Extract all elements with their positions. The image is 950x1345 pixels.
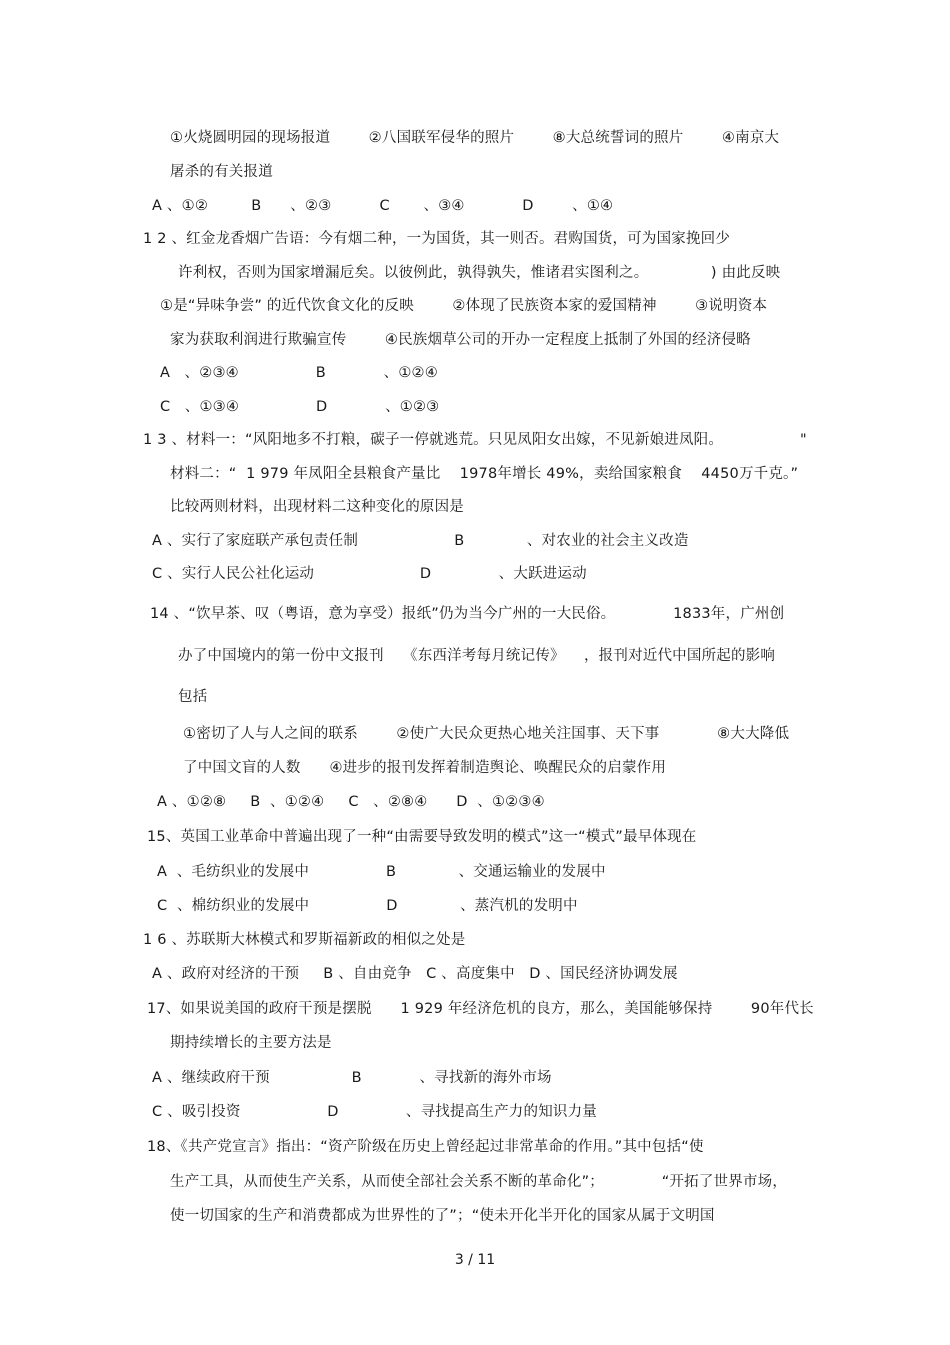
text-line: 了中国文盲的人数 ④进步的报刊发挥着制造舆论、唤醒民众的启蒙作用 — [183, 760, 667, 776]
text-line: A 、②③④ B 、①②④ — [160, 365, 438, 381]
text-line: 包括 — [178, 689, 208, 705]
question-16: 1 6 、苏联斯大林模式和罗斯福新政的相似之处是 — [143, 932, 466, 948]
text-line: A 、①② B 、②③ C 、③④ D 、①④ — [152, 198, 614, 214]
question-15: 15、英国工业革命中普遍出现了一种“由需要导致发明的模式”这一“模式”最早体现在 — [147, 829, 697, 845]
question-14: 14 、“饮早茶、叹（粤语，意为享受）报纸”仍为当今广州的一大民俗。 1833年，广州创 — [150, 606, 785, 622]
text-line: 许利权，否则为国家增漏卮矣。以彼例此，孰得孰失，惟诸君实图利之。 ) 由此反映 — [178, 265, 781, 281]
text-line: A 、毛纺织业的发展中 B 、交通运输业的发展中 — [157, 864, 606, 880]
text-line: ①是“异味争尝” 的近代饮食文化的反映 ②体现了民族资本家的爱国精神 ③说明资本 — [160, 298, 768, 314]
question-12: 1 2 、红金龙香烟广告语：今有烟二种，一为国货，其一则否。君购国货，可为国家挽回少 — [143, 231, 731, 247]
text-line: A 、实行了家庭联产承包责任制 B 、对农业的社会主义改造 — [152, 533, 689, 549]
text-line: ①密切了人与人之间的联系 ②使广大民众更热心地关注国事、天下事 ⑧大大降低 — [183, 726, 790, 742]
text-line: A 、政府对经济的干预 B 、自由竞争 C 、高度集中 D 、国民经济协调发展 — [152, 966, 678, 982]
text-line: C 、棉纺织业的发展中 D 、蒸汽机的发明中 — [157, 898, 578, 914]
text-line: A 、继续政府干预 B 、寻找新的海外市场 — [152, 1070, 552, 1086]
text-line: 家为获取利润进行欺骗宣传 ④民族烟草公司的开办一定程度上抵制了外国的经济侵略 — [170, 332, 751, 348]
text-line: 材料二：“ 1 979 年凤阳全县粮食产量比 1978年增长 49%，卖给国家粮食 4450万千克。” — [170, 466, 799, 482]
text-line: 使一切国家的生产和消费都成为世界性的了”；“使未开化半开化的国家从属于文明国 — [170, 1208, 715, 1224]
text-line: 办了中国境内的第一份中文报刊 《东西洋考每月统记传》 ，报刊对近代中国所起的影响 — [178, 648, 776, 664]
text-line: 比较两则材料，出现材料二这种变化的原因是 — [170, 499, 464, 515]
text-line: 屠杀的有关报道 — [170, 164, 273, 180]
text-line: C 、实行人民公社化运动 D 、大跃进运动 — [152, 566, 587, 582]
question-17: 17、如果说美国的政府干预是摆脱 1 929 年经济危机的良方，那么，美国能够保持 90年代长 — [147, 1001, 814, 1017]
text-line: C 、吸引投资 D 、寻找提高生产力的知识力量 — [152, 1104, 597, 1120]
text-line: A 、①②⑧ B 、①②④ C 、②⑧④ D 、①②③④ — [157, 794, 545, 810]
question-18: 18、《共产党宣言》指出：“资产阶级在历史上曾经起过非常革命的作用。”其中包括“使 — [147, 1139, 704, 1155]
text-line: C 、①③④ D 、①②③ — [160, 399, 440, 415]
text-line: 生产工具，从而使生产关系，从而使全部社会关系不断的革命化”； “开拓了世界市场， — [170, 1174, 788, 1190]
question-13: 1 3 、材料一：“风阳地多不打粮，碳子一停就逃荒。只见凤阳女出嫁，不见新娘进凤阳。 " — [143, 432, 807, 448]
page-number: 3 / 11 — [454, 1252, 496, 1268]
text-line: 期持续增长的主要方法是 — [170, 1035, 332, 1051]
text-line: ①火烧圆明园的现场报道 ②八国联军侵华的照片 ⑧大总统誓词的照片 ④南京大 — [170, 130, 780, 146]
